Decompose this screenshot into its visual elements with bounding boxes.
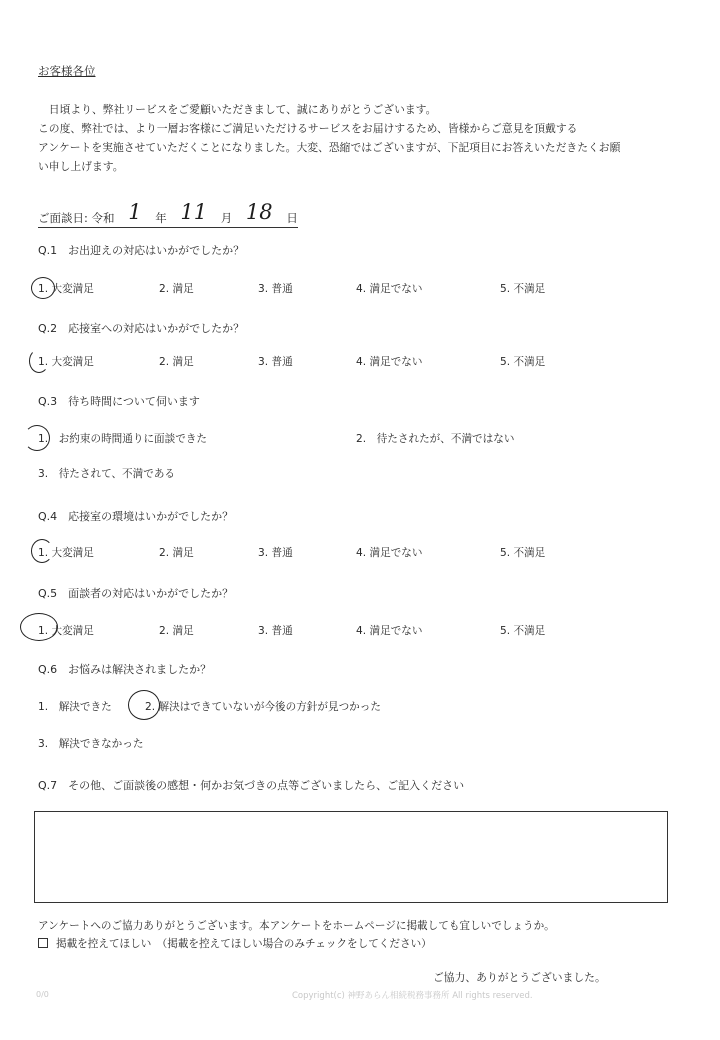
- question-4: Q.4 応接室の環境はいかがでしたか？: [38, 510, 234, 523]
- comment-textarea[interactable]: [34, 811, 668, 903]
- opt-out-row[interactable]: [38, 936, 432, 951]
- q3-selected-circle: [24, 425, 50, 451]
- opt-out-checkbox[interactable]: [38, 938, 48, 948]
- q5-option-3[interactable]: 3. 普通: [258, 625, 293, 637]
- q4-option-1[interactable]: 1. 大変満足: [38, 547, 94, 559]
- q2-option-3[interactable]: 3. 普通: [258, 356, 293, 368]
- q4-option-4[interactable]: 4. 満足でない: [356, 547, 423, 559]
- q1-option-5[interactable]: 5. 不満足: [500, 283, 546, 295]
- opt-out-label: 掲載を控えてほしい （掲載を控えてほしい場合のみチェックをしてください）: [56, 938, 432, 950]
- month-unit: 月: [220, 211, 233, 225]
- q4-option-5[interactable]: 5. 不満足: [500, 547, 546, 559]
- question-5: Q.5 面談者の対応はいかがでしたか？: [38, 587, 234, 600]
- q2-option-5[interactable]: 5. 不満足: [500, 356, 546, 368]
- question-7: Q.7 その他、ご面談後の感想・何かお気づきの点等ございましたら、ご記入ください: [38, 779, 465, 792]
- q2-option-1[interactable]: 1. 大変満足: [38, 356, 94, 368]
- q5-option-1[interactable]: 1. 大変満足: [38, 625, 94, 637]
- intro-line-2: この度、弊社では、より一層お客様にご満足いただけるサービスをお届けするため、皆様からご意見を頂戴する: [38, 122, 578, 135]
- q5-selected-circle: [20, 613, 58, 641]
- handwritten-year: 1: [128, 200, 142, 224]
- meeting-date-field[interactable]: [38, 200, 298, 228]
- publish-question: アンケートへのご協力ありがとうございます。本アンケートをホームページに掲載しても宜しいでしょうか。: [38, 920, 555, 932]
- q6-option-3[interactable]: 3. 解決できなかった: [38, 738, 144, 750]
- q6-option-2[interactable]: 2. 解決はできていないが今後の方針が見つかった: [145, 701, 381, 713]
- q2-selected-circle: [29, 349, 49, 373]
- q1-option-3[interactable]: 3. 普通: [258, 283, 293, 295]
- salutation: お客様各位: [38, 64, 96, 78]
- q2-option-4[interactable]: 4. 満足でない: [356, 356, 423, 368]
- q3-option-1[interactable]: 1. お約束の時間通りに面談できた: [38, 433, 208, 445]
- day-unit: 日: [286, 211, 298, 225]
- thanks-message: ご協力、ありがとうございました。: [433, 971, 606, 984]
- meeting-date-label: ご面談日: 令和: [38, 211, 115, 225]
- page-number: 0/0: [36, 990, 49, 999]
- meeting-date: [38, 200, 298, 228]
- q2-option-2[interactable]: 2. 満足: [159, 356, 194, 368]
- question-6: Q.6 お悩みは解決されましたか？: [38, 663, 212, 676]
- q4-option-2[interactable]: 2. 満足: [159, 547, 194, 559]
- q6-option-1[interactable]: 1. 解決できた: [38, 701, 112, 713]
- q1-option-4[interactable]: 4. 満足でない: [356, 283, 423, 295]
- q1-option-1[interactable]: 1. 大変満足: [38, 283, 94, 295]
- handwritten-month: 11: [180, 200, 208, 224]
- q1-selected-circle: [31, 277, 55, 299]
- copyright: Copyright(c) 神野あらん相続税務事務所 All rights reserved.: [292, 991, 533, 1001]
- q4-option-3[interactable]: 3. 普通: [258, 547, 293, 559]
- intro-line-3: アンケートを実施させていただくことになりました。大変、恐縮ではございますが、下記項目にお答えいただきたくお願: [38, 141, 621, 154]
- question-1: Q.1 お出迎えの対応はいかがでしたか？: [38, 244, 245, 257]
- year-unit: 年: [155, 211, 167, 225]
- q3-option-3[interactable]: 3. 待たされて、不満である: [38, 468, 176, 480]
- q5-option-4[interactable]: 4. 満足でない: [356, 625, 423, 637]
- intro-paragraph: [38, 100, 678, 176]
- question-3: Q.3 待ち時間について伺います: [38, 395, 200, 408]
- handwritten-day: 18: [245, 200, 273, 224]
- q3-option-2[interactable]: 2. 待たされたが、不満ではない: [356, 433, 515, 445]
- q1-option-2[interactable]: 2. 満足: [159, 283, 194, 295]
- q6-selected-circle: [128, 690, 160, 720]
- q4-selected-circle: [31, 539, 53, 563]
- intro-line-4: い申し上げます。: [38, 160, 124, 173]
- question-2: Q.2 応接室への対応はいかがでしたか？: [38, 322, 245, 335]
- intro-line-1: 日頃より、弊社リービスをご愛顧いただきまして、誠にありがとうございます。: [38, 103, 437, 116]
- q5-option-2[interactable]: 2. 満足: [159, 625, 194, 637]
- q5-option-5[interactable]: 5. 不満足: [500, 625, 546, 637]
